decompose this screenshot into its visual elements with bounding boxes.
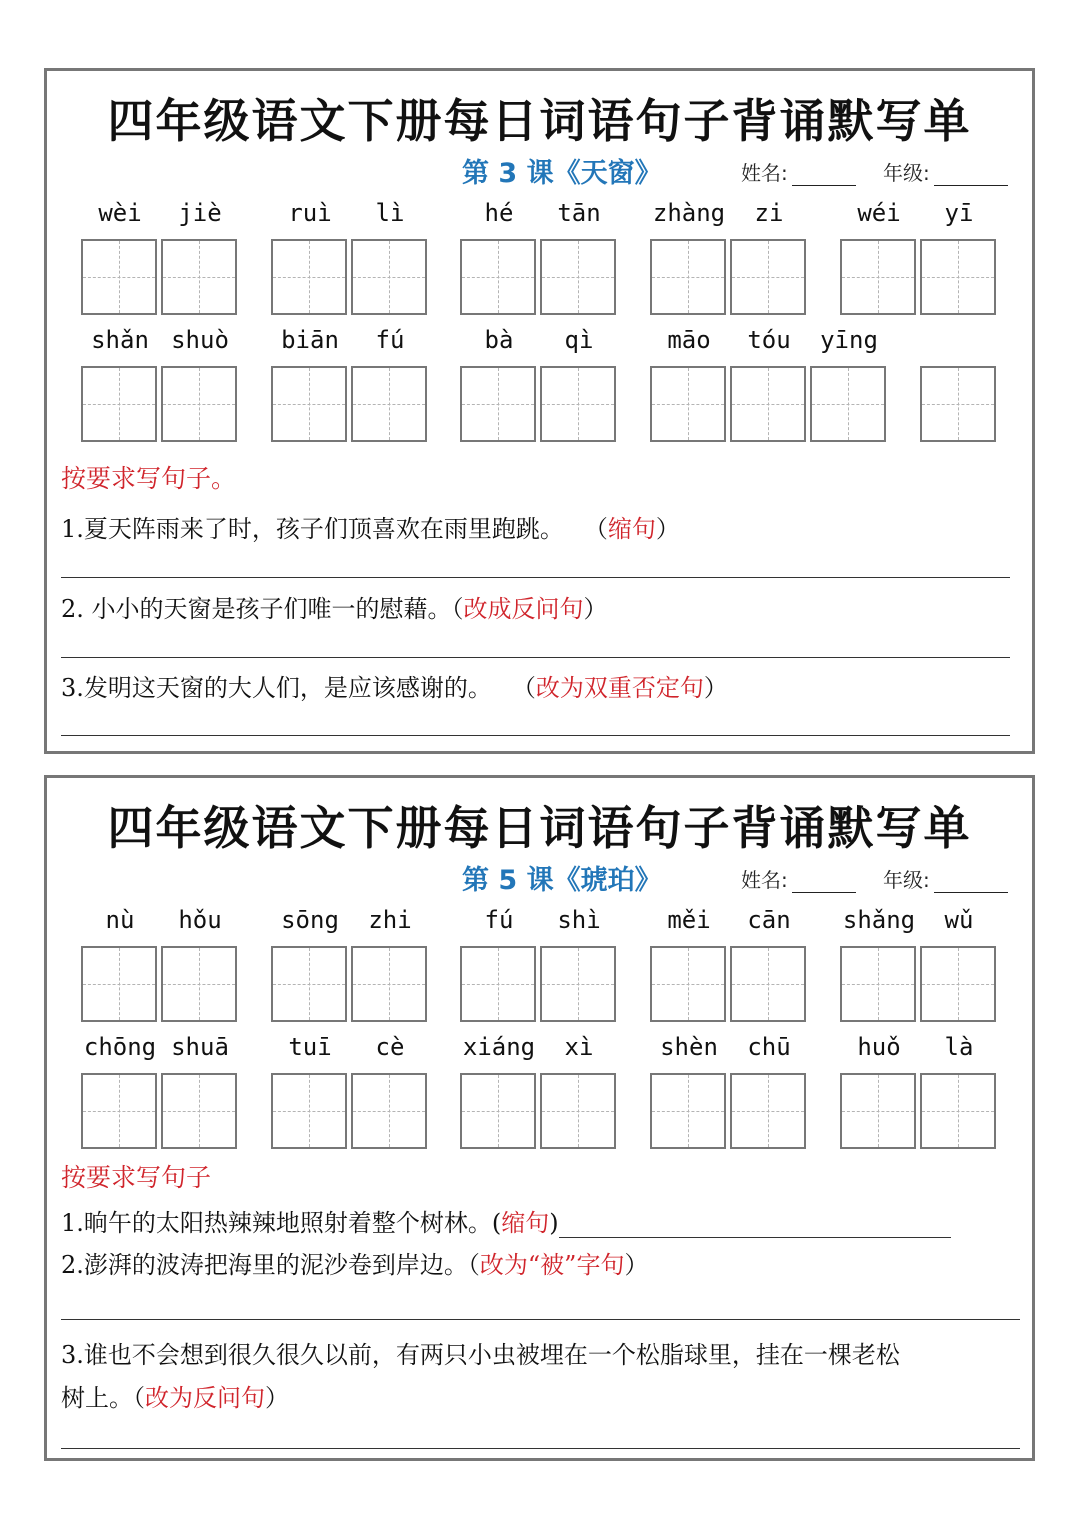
sentence-text: 2.澎湃的波涛把海里的泥沙卷到岸边。 [61,1251,468,1279]
character-box[interactable] [351,366,427,442]
pinyin-label: ruì [288,199,332,227]
pinyin-label: měi [667,906,711,934]
character-box[interactable] [351,1073,427,1149]
pinyin-label: wǔ [944,906,974,934]
grade-blank[interactable] [934,874,1008,893]
character-box[interactable] [351,946,427,1022]
pinyin-label: tān [557,199,601,227]
requirement-label: 改为双重否定句 [535,674,704,702]
section-title: 按要求写句子。 [61,464,237,493]
sentence-prompt [61,509,680,544]
word-row-1 [47,199,1032,319]
pinyin-label: shuā [171,1033,229,1061]
character-box[interactable] [540,239,616,315]
character-box[interactable] [650,946,726,1022]
sentence-prompt-continued [61,1378,289,1413]
worksheet-title: 四年级语文下册每日词语句子背诵默写单 [107,94,972,148]
pinyin-label: māo [667,326,711,354]
character-box[interactable] [840,946,916,1022]
pinyin-label: shèn [660,1033,718,1061]
character-box[interactable] [730,946,806,1022]
character-box[interactable] [840,1073,916,1149]
grade-field[interactable] [883,864,1008,893]
requirement-label: 缩句 [501,1209,550,1237]
pinyin-label: shǎn [91,326,149,354]
word-row-2 [47,1033,1032,1153]
answer-line[interactable] [559,1215,951,1238]
requirement-close: ） [583,595,608,623]
character-box[interactable] [271,239,347,315]
character-box[interactable] [161,1073,237,1149]
character-box[interactable] [540,1073,616,1149]
character-box[interactable] [271,946,347,1022]
character-box[interactable] [161,366,237,442]
answer-line[interactable] [61,735,1010,736]
pinyin-label: chōng [83,1033,157,1061]
pinyin-label: xiáng [462,1033,536,1061]
worksheet-lesson-3 [44,68,1035,754]
pinyin-label: zhàng [652,199,726,227]
sentence-prompt [61,1203,951,1238]
pinyin-label: nù [105,906,135,934]
grade-field[interactable] [883,157,1008,186]
answer-line[interactable] [61,1319,1020,1320]
pinyin-label: fú [484,906,514,934]
sentence-text: 3.发明这天窗的大人们，是应该感谢的。 [61,674,492,702]
character-box[interactable] [920,946,996,1022]
name-field[interactable] [741,864,856,893]
pinyin-label: hé [484,199,514,227]
character-box[interactable] [730,1073,806,1149]
character-box[interactable] [161,239,237,315]
pinyin-label: zi [754,199,784,227]
character-box[interactable] [81,239,157,315]
pinyin-label: tóu [747,326,791,354]
name-blank[interactable] [792,874,856,893]
sentence-text: 树上。 [61,1384,133,1412]
requirement-label: 改成反问句 [463,595,584,623]
pinyin-label: cè [375,1033,405,1061]
pinyin-label: là [944,1033,974,1061]
word-row-1 [47,906,1032,1026]
character-box[interactable] [920,366,996,442]
pinyin-label: wéi [857,199,901,227]
requirement-close: ） [655,515,680,543]
pinyin-label: wèi [98,199,142,227]
character-box[interactable] [810,366,886,442]
name-field[interactable] [741,157,856,186]
requirement-open: （ [511,674,536,702]
character-box[interactable] [161,946,237,1022]
grade-label: 年级: [883,161,930,185]
name-blank[interactable] [792,167,856,186]
pinyin-label: shuò [171,326,229,354]
character-box[interactable] [81,366,157,442]
requirement-label: 缩句 [607,515,656,543]
character-box[interactable] [650,239,726,315]
word-row-2 [47,326,1032,446]
grade-blank[interactable] [934,167,1008,186]
character-box[interactable] [271,366,347,442]
pinyin-label: biān [281,326,339,354]
sentence-text: 2. 小小的天窗是孩子们唯一的慰藉。 [61,595,452,623]
requirement-close: ） [703,674,728,702]
requirement-close: ） [265,1384,289,1412]
pinyin-label: yī [944,199,974,227]
pinyin-label: jiè [178,199,222,227]
requirement-open: （ [467,1251,480,1279]
worksheet-lesson-5 [44,775,1035,1461]
lesson-heading: 第 3 课《天窗》 [462,158,662,189]
character-box[interactable] [460,1073,536,1149]
requirement-label: 改为反问句 [145,1384,265,1412]
pinyin-label: bà [484,326,514,354]
pinyin-label: xì [564,1033,594,1061]
pinyin-label: qì [564,326,594,354]
pinyin-label: shǎng [842,906,916,934]
answer-line[interactable] [61,577,1010,578]
pinyin-label: yīng [820,326,878,354]
answer-line[interactable] [61,1448,1020,1449]
character-box[interactable] [920,239,996,315]
pinyin-label: chū [747,1033,791,1061]
answer-line[interactable] [61,657,1010,658]
sentence-prompt [61,1335,900,1370]
sentence-text: 1.晌午的太阳热辣辣地照射着整个树林。( [61,1209,502,1237]
character-box[interactable] [81,1073,157,1149]
character-box[interactable] [540,946,616,1022]
character-box[interactable] [271,1073,347,1149]
sentence-prompt [61,1245,648,1280]
worksheet-title: 四年级语文下册每日词语句子背诵默写单 [107,801,972,855]
character-box[interactable] [460,366,536,442]
character-box[interactable] [840,239,916,315]
grade-label: 年级: [883,868,930,892]
character-box[interactable] [81,946,157,1022]
character-box[interactable] [460,239,536,315]
pinyin-label: sōng [281,906,339,934]
requirement-close: ） [624,1251,649,1279]
character-box[interactable] [650,366,726,442]
pinyin-label: tuī [288,1033,332,1061]
sentence-text: 3.谁也不会想到很久很久以前，有两只小虫被埋在一个松脂球里，挂在一棵老松 [61,1341,900,1369]
section-title: 按要求写句子 [61,1163,212,1192]
sentence-prompt [61,589,608,624]
name-label: 姓名: [741,868,788,892]
requirement-open: （ [133,1384,145,1412]
sentence-text: 1.夏天阵雨来了时，孩子们顶喜欢在雨里跑跳。 [61,515,564,543]
pinyin-label: hǒu [178,906,222,934]
requirement-label: 改为“被”字句 [479,1251,625,1279]
pinyin-label: fú [375,326,405,354]
character-box[interactable] [650,1073,726,1149]
pinyin-label [920,326,998,360]
name-label: 姓名: [741,161,788,185]
requirement-open: （ [451,595,464,623]
character-box[interactable] [540,366,616,442]
pinyin-label: zhi [368,906,412,934]
pinyin-label: huǒ [857,1033,901,1061]
sentence-prompt [61,668,728,703]
character-box[interactable] [351,239,427,315]
character-box[interactable] [460,946,536,1022]
pinyin-label: shì [557,906,601,934]
character-box[interactable] [730,239,806,315]
requirement-close: ) [549,1209,559,1237]
lesson-heading: 第 5 课《琥珀》 [462,865,662,896]
character-box[interactable] [730,366,806,442]
requirement-open: （ [583,515,608,543]
pinyin-label: cān [747,906,791,934]
pinyin-label: lì [375,199,405,227]
character-box[interactable] [920,1073,996,1149]
